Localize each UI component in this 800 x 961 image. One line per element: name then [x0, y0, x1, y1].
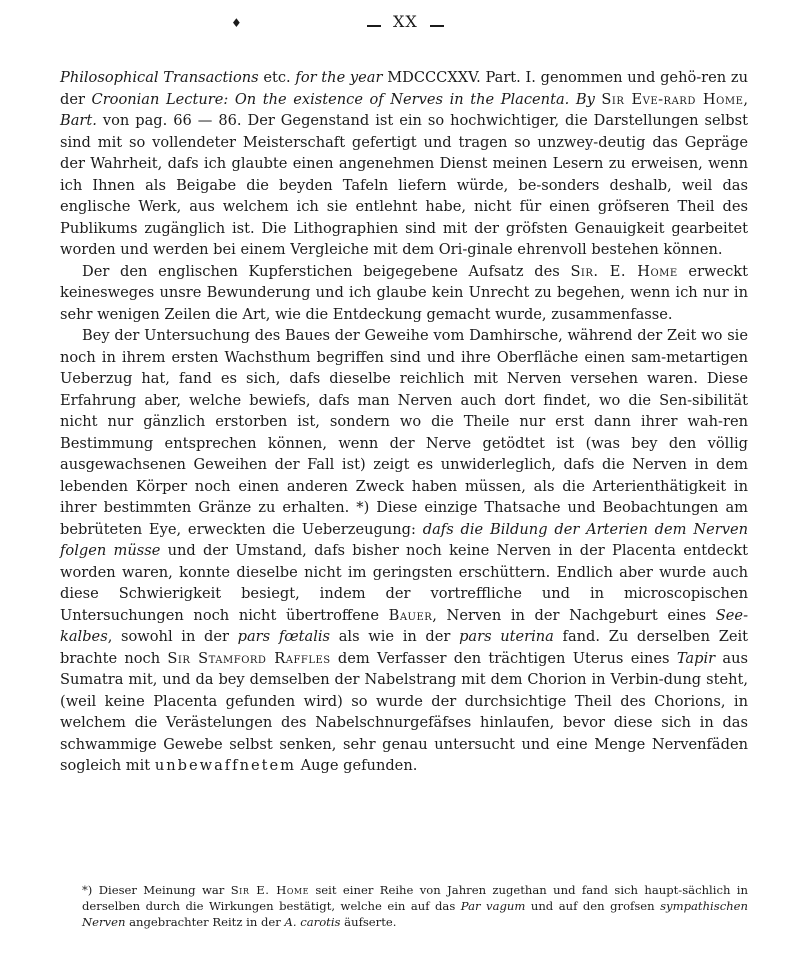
- italic-run: pars fœtalis: [237, 628, 331, 645]
- text-run: seit einer Reihe von Jahren zugethan und fand sich haupt-sächlich in derselben durch die Wirkungen bestätigt, welche ein auf das: [82, 883, 748, 913]
- header-dash-right-icon: [430, 25, 444, 27]
- name-small-caps: Sir E. Home: [230, 883, 309, 897]
- text-run: *) Dieser Meinung war: [82, 883, 231, 897]
- running-header: [60, 8, 750, 38]
- text-run: Der den englischen Kupferstichen beigegebene Aufsatz des: [82, 262, 571, 280]
- italic-run: Bart.: [60, 112, 97, 129]
- footnote: [82, 882, 748, 930]
- text-run: , sowohl in der: [107, 628, 238, 645]
- name-small-caps: Sir Stamford Raffles: [167, 649, 331, 667]
- name-small-caps: Sir. E. Home: [570, 262, 678, 280]
- italic-run: See-kalbes: [60, 606, 748, 645]
- italic-run: dafs die Bildung der Arterien dem Nerven folgen müsse: [60, 520, 748, 559]
- page: [60, 0, 750, 961]
- text-run: , Nerven in der Nachgeburt eines: [432, 606, 716, 624]
- header-dash-left-icon: [367, 25, 381, 27]
- text-run: und der Umstand, dafs bisher noch keine Nerven in der Placenta entdeckt worden waren, konnte dieselbe nicht im geringsten erschüttern. Endlich aber wurde auch diese Schwierigkeit besiegt, indem der vortreffliche und in microscopischen Untersuchungen noch nicht übertroffene: [60, 542, 748, 624]
- page-number: XX: [393, 12, 418, 31]
- text-run: von pag. 66 — 86. Der Gegenstand ist ein so hochwichtiger, die Darstellungen selbst sind mit so vollendeter Meisterschaft gefertigt und tragen so unzwey-deutig das Gepräge der Wahrheit, dafs ich glaubte einen angenehmen Dienst meinen Lesern zu erweisen, wenn ich Ihnen als Beigabe die beyden Tafeln liefern würde, be-sonders deshalb, weil das englische Werk, aus welchem ich sie entlehnt habe, nicht für einen gröfseren Theil des Publikums zugänglich ist. Die Lithographien sind mit der gröfsten Genauigkeit gearbeitet worden und werden bei einem Vergleiche mit dem Ori-ginale ehrenvoll bestehen können.: [60, 112, 748, 258]
- text-run: Auge gefunden.: [295, 757, 418, 774]
- italic-run: Croonian Lecture: On the existence of Nerves in the Placenta. By: [91, 90, 595, 108]
- text-run: aus Sumatra mit, und da bey demselben der Nabelstrang mit dem Chorion in Verbin-dung steht, (weil keine Placenta gefunden wird) so wurde der durchsichtige Theil des Chorions, in welchem die Verästelungen des Nabelschnurgefäfses hinlaufen, bevor diese sich in das schwammige Gewebe selbst senken, sehr genau untersucht und eine Menge Nervenfäden sogleich mit: [60, 649, 748, 774]
- italic-run: Philosophical Transactions: [60, 69, 259, 86]
- body-text: [60, 67, 748, 777]
- paragraph-1: [60, 67, 748, 261]
- text-run: erweckt keinesweges unsre Bewunderung und ich glaube kein Unrecht zu begehen, wenn ich nur in sehr wenigen Zeilen die Art, wie die Entdeckung gemacht wurde, zusammenfasse.: [60, 262, 748, 323]
- text-run: etc.: [258, 69, 296, 86]
- text-run: fand. Zu derselben Zeit brachte noch: [60, 628, 749, 667]
- italic-run: for the year: [295, 69, 383, 86]
- name-small-caps: Sir Eve-rard Home: [601, 90, 744, 108]
- text-run: dem Verfasser den trächtigen Uterus eines: [330, 649, 677, 667]
- text-run: als wie in der: [330, 628, 460, 645]
- text-run: und auf den grofsen: [525, 899, 661, 913]
- text-run: ,: [743, 90, 749, 108]
- paragraph-3: [60, 325, 748, 777]
- header-ornament-dot-icon: ♦: [231, 16, 242, 30]
- italic-run: Tapir: [676, 649, 716, 667]
- text-run: angebrachter Reitz in der: [125, 915, 285, 929]
- italic-run: Par vagum: [460, 899, 526, 913]
- text-run: MDCCCXXV. Part. I. genommen und gehö-ren zu der: [60, 69, 748, 108]
- text-run: äufserte.: [340, 915, 397, 929]
- name-small-caps: Bauer: [388, 606, 433, 624]
- italic-run: sympathischen Nerven: [82, 899, 749, 929]
- italic-run: pars uterina: [459, 628, 554, 645]
- paragraph-2: [60, 261, 748, 326]
- text-run: Bey der Untersuchung des Baues der Geweihe vom Damhirsche, während der Zeit wo sie noch in ihrem ersten Wachsthum begriffen sind und ihre Oberfläche einen sam-metartigen Ueberzug hat, fand es sich, dafs dieselbe reichlich mit Nerven versehen waren. Diese Erfahrung aber, welche bewiefs, dafs man Nerven auch dort findet, wo die Sen-sibilität nicht nur gänzlich erstorben ist, sondern wo die Theile nur erst dann ihrer wah-ren Bestimmung entsprechen können, wenn der Nerve getödtet ist (was bey den völlig ausgewachsenen Geweihen der Fall ist) zeigt es unwiderleglich, dafs die Nerven in dem lebenden Körper noch einen anderen Zweck haben müssen, als die Arterienthätigkeit in ihrer bestimmten Gränze zu erhalten. *) Diese einzige Thatsache und Beobachtungen am bebrüteten Eye, erweckten die Ueberzeugung:: [60, 327, 748, 538]
- spaced-run: unbewaffnetem: [154, 757, 296, 774]
- italic-run: A. carotis: [284, 915, 341, 929]
